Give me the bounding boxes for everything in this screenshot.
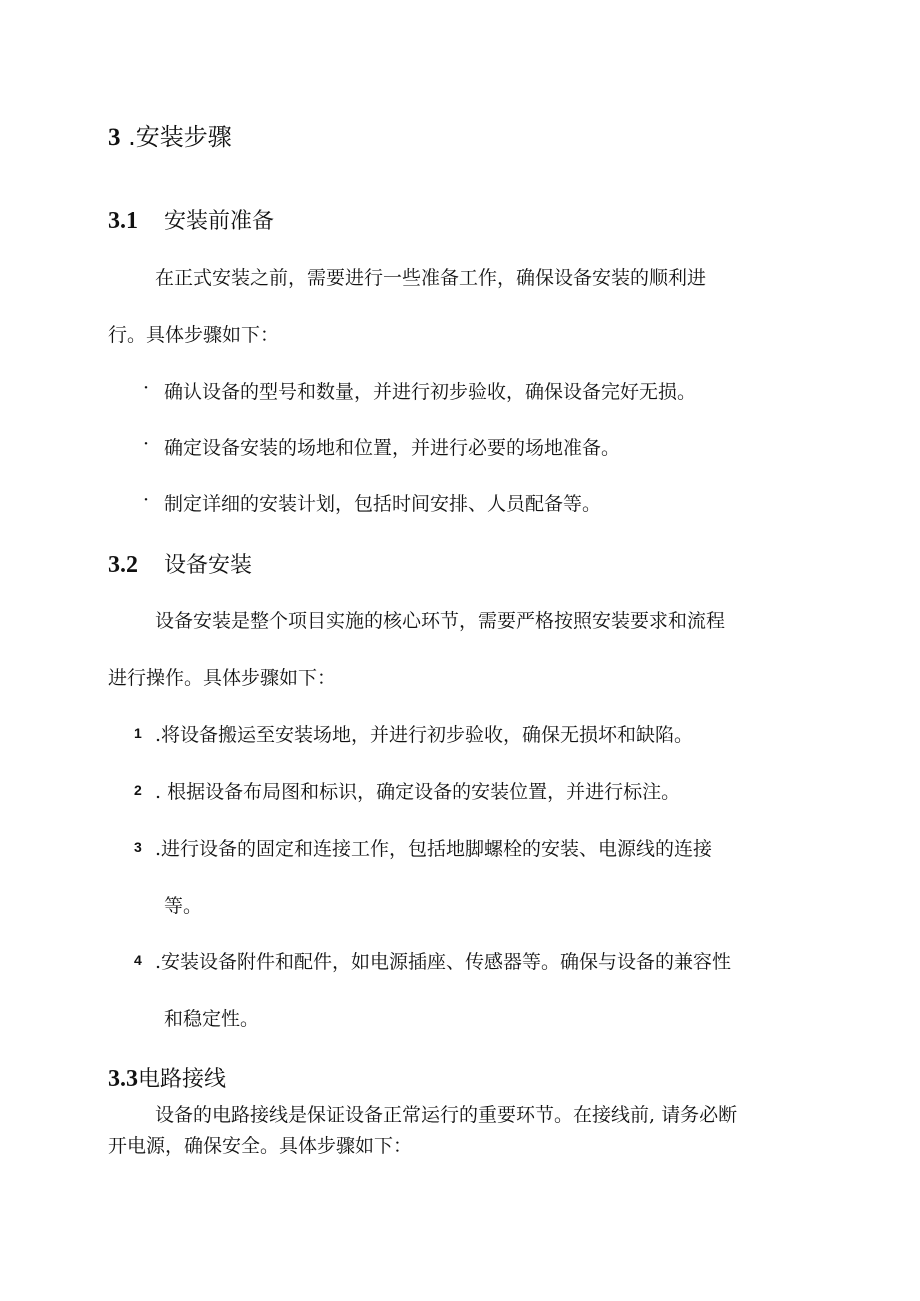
- bullet-marker: ·: [143, 489, 150, 511]
- subsection-heading-3-3: [108, 1062, 226, 1093]
- list-number: 2: [134, 782, 142, 798]
- list-number: 4: [134, 952, 142, 968]
- paragraph-line: 进行操作。具体步骤如下：: [108, 667, 337, 689]
- list-number: 1: [134, 725, 142, 741]
- paragraph-line: 开电源，确保安全。具体步骤如下：: [108, 1135, 413, 1157]
- paragraph-line: 设备安装是整个项目实施的核心环节，需要严格按照安装要求和流程: [155, 610, 726, 632]
- bullet-text: 制定详细的安装计划，包括时间安排、人员配备等。: [164, 493, 602, 515]
- section-heading: [108, 117, 232, 152]
- bullet-text: 确认设备的型号和数量，并进行初步验收，确保设备完好无损。: [164, 381, 697, 403]
- bullet-text: 确定设备安装的场地和位置，并进行必要的场地准备。: [164, 437, 621, 459]
- paragraph-line: 行。具体步骤如下：: [108, 324, 280, 346]
- list-item-text: .将设备搬运至安装场地，并进行初步验收，确保无损坏和缺陷。: [155, 724, 694, 746]
- subsection-heading-3-1: [108, 204, 274, 235]
- bullet-item: [143, 433, 149, 455]
- subsection-number: 3.2: [108, 552, 138, 578]
- subsection-title: 设备安装: [164, 553, 253, 578]
- list-number: 3: [134, 839, 142, 855]
- subsection-title: 电路接线: [138, 1067, 227, 1092]
- subsection-number: 3.1: [108, 208, 138, 234]
- list-item-text: .进行设备的固定和连接工作，包括地脚螺栓的安装、电源线的连接: [155, 838, 713, 860]
- subsection-heading-3-2: [108, 548, 252, 579]
- list-item-text: .安装设备附件和配件，如电源插座、传感器等。确保与设备的兼容性: [155, 951, 732, 973]
- section-number: 3: [108, 124, 121, 151]
- list-item-text-continued: 等。: [164, 895, 203, 917]
- bullet-item: [143, 489, 149, 511]
- list-item-text-continued: 和稳定性。: [164, 1008, 260, 1030]
- paragraph-line: 在正式安装之前，需要进行一些准备工作，确保设备安装的顺利进: [155, 267, 707, 289]
- subsection-number: 3.3: [108, 1066, 138, 1092]
- subsection-title: 安装前准备: [164, 209, 275, 234]
- bullet-item: [143, 377, 149, 399]
- list-item-text: . 根据设备布局图和标识，确定设备的安装位置，并进行标注。: [155, 781, 681, 803]
- bullet-marker: ·: [143, 377, 150, 399]
- bullet-marker: ·: [143, 433, 150, 455]
- paragraph-line: 设备的电路接线是保证设备正常运行的重要环节。在接线前, 请务必断: [155, 1104, 738, 1126]
- section-title: .安装步骤: [128, 123, 232, 151]
